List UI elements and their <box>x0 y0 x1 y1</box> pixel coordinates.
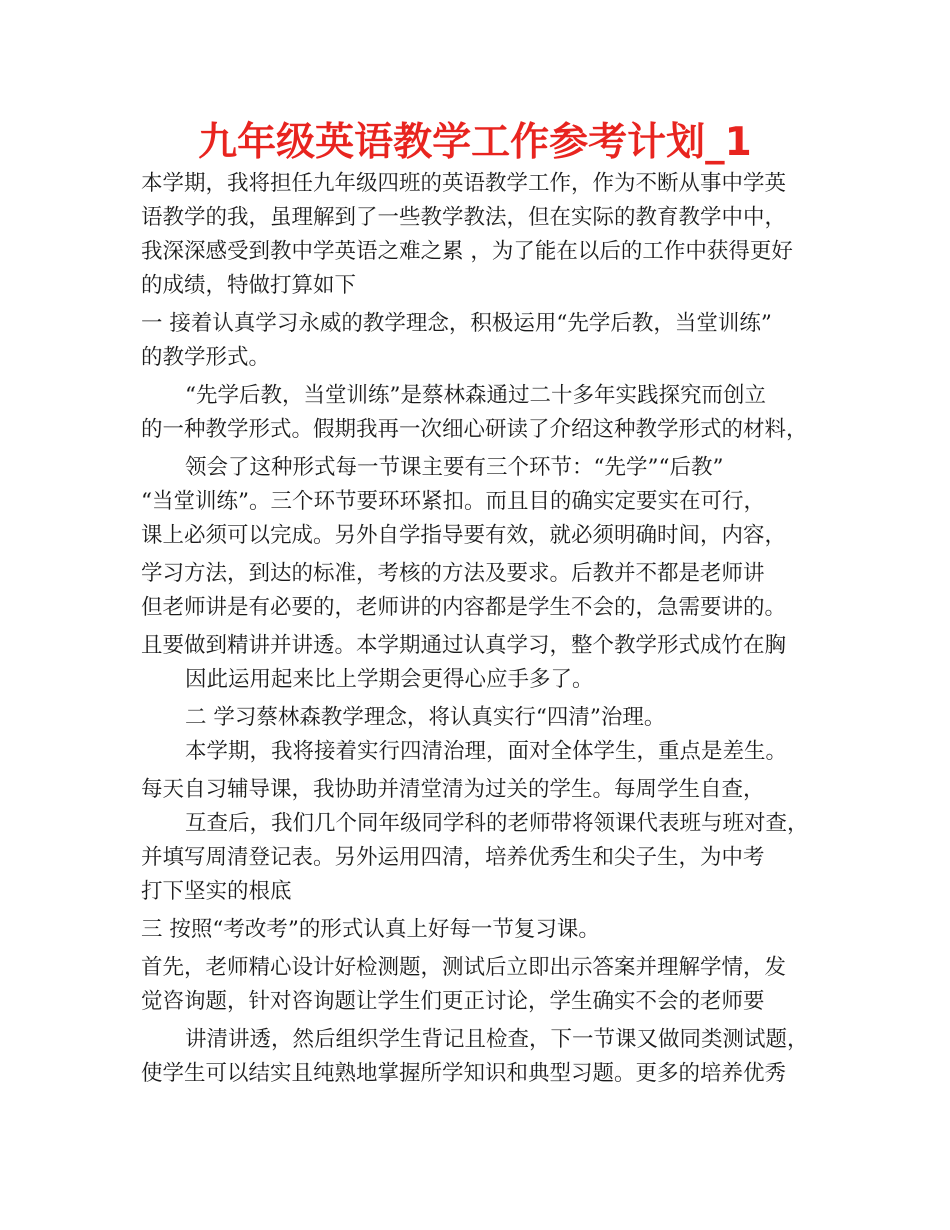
text-line: “先学后教，当堂训练”是蔡林森通过二十多年实践探究而创立 <box>185 383 766 408</box>
text-line: 觉咨询题，针对咨询题让学生们更正讨论，学生确实不会的老师要 <box>141 989 765 1014</box>
text-line: 并填写周清登记表。另外运用四清，培养优秀生和尖子生，为中考 <box>141 845 765 870</box>
text-line: 互查后，我们几个同年级同学科的老师带将领课代表班与班对查， <box>185 811 809 836</box>
section-heading-3: 三 按照“考改考”的形式认真上好每一节复习课。 <box>141 917 600 942</box>
text-line: 因此运用起来比上学期会更得心应手多了。 <box>185 667 594 692</box>
text-line: 打下坚实的根底 <box>141 879 292 904</box>
text-line: 且要做到精讲并讲透。本学期通过认真学习，整个教学形式成竹在胸 <box>141 633 787 658</box>
text-line: “当堂训练”。三个环节要环环紧扣。而且目的确实定要实在可行， <box>141 489 765 514</box>
document-title: 九年级英语教学工作参考计划_1 <box>198 120 752 165</box>
text-line: 的一种教学形式。假期我再一次细心研读了介绍这种教学形式的材料， <box>141 417 808 442</box>
text-line: 课上必须可以完成。另外自学指导要有效，就必须明确时间，内容， <box>141 523 787 548</box>
text-line: 但老师讲是有必要的，老师讲的内容都是学生不会的，急需要讲的。 <box>141 595 787 620</box>
text-line: 每天自习辅导课，我协助并清堂清为过关的学生。每周学生自查， <box>141 777 765 802</box>
text-line: 领会了这种形式每一节课主要有三个环节：“先学”“后教” <box>185 455 724 480</box>
text-line: 的教学形式。 <box>141 345 271 370</box>
text-line: 使学生可以结实且纯熟地掌握所学知识和典型习题。更多的培养优秀 <box>141 1061 787 1086</box>
text-line: 语教学的我，虽理解到了一些教学教法，但在实际的教育教学中中， <box>141 205 787 230</box>
text-line: 首先，老师精心设计好检测题，测试后立即出示答案并理解学情，发 <box>141 955 787 980</box>
text-line: 讲清讲透，然后组织学生背记且检查，下一节课又做同类测试题， <box>185 1027 809 1052</box>
section-heading-1: 一 接着认真学习永威的教学理念，积极运用“先学后教，当堂训练” <box>141 311 772 336</box>
text-line: 的成绩，特做打算如下 <box>141 273 357 298</box>
section-heading-2: 二 学习蔡林森教学理念，将认真实行“四清”治理。 <box>185 705 666 730</box>
text-line: 我深深感受到教中学英语之难之累 ，为了能在以后的工作中获得更好 <box>141 239 793 264</box>
text-line: 学习方法，到达的标准，考核的方法及要求。后教并不都是老师讲 <box>141 561 765 586</box>
text-line: 本学期，我将担任九年级四班的英语教学工作，作为不断从事中学英 <box>141 171 787 196</box>
text-line: 本学期，我将接着实行四清治理，面对全体学生，重点是差生。 <box>185 739 788 764</box>
